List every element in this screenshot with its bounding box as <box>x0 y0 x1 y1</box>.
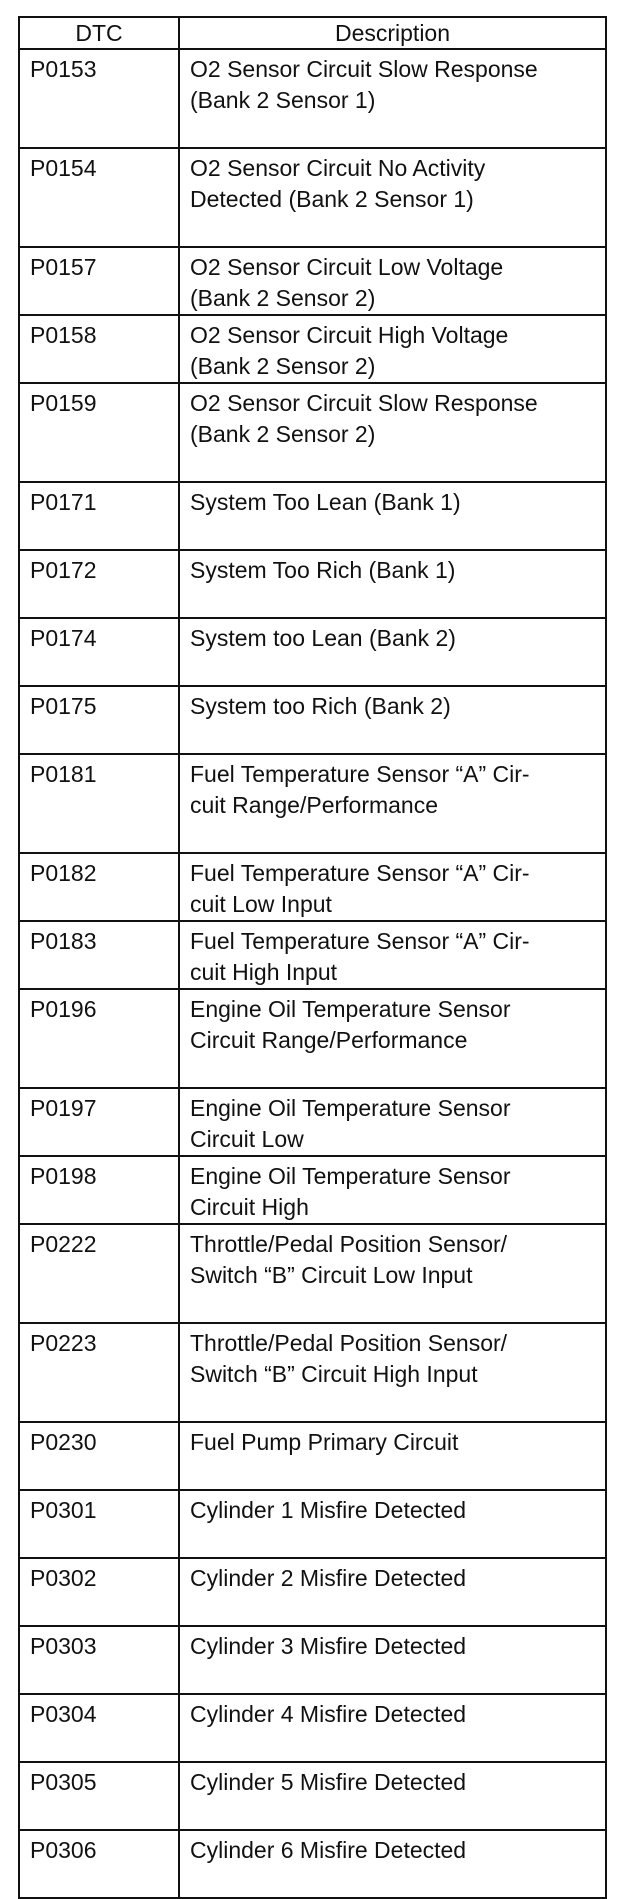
table-header-row <box>19 17 606 49</box>
dtc-description-cell: Cylinder 1 Misfire Detected <box>179 1490 606 1558</box>
dtc-code-cell: P0196 <box>19 989 179 1088</box>
dtc-description-cell: Cylinder 2 Misfire Detected <box>179 1558 606 1626</box>
dtc-description-cell: Engine Oil Temperature Sensor Circuit Low <box>179 1088 606 1156</box>
dtc-description-cell: System too Lean (Bank 2) <box>179 618 606 686</box>
dtc-description-cell: Throttle/Pedal Position Sensor/ Switch “B” Circuit Low Input <box>179 1224 606 1323</box>
table-row <box>19 754 606 853</box>
table-row <box>19 1224 606 1323</box>
table-row <box>19 989 606 1088</box>
table-row <box>19 1558 606 1626</box>
dtc-code-cell: P0154 <box>19 148 179 247</box>
dtc-description-cell: System Too Rich (Bank 1) <box>179 550 606 618</box>
dtc-description-cell: Fuel Pump Primary Circuit <box>179 1422 606 1490</box>
dtc-code-cell: P0198 <box>19 1156 179 1224</box>
dtc-code-cell: P0223 <box>19 1323 179 1422</box>
table-body <box>19 49 606 1898</box>
dtc-code-cell: P0171 <box>19 482 179 550</box>
dtc-description-cell: O2 Sensor Circuit No Activity Detected (Bank 2 Sensor 1) <box>179 148 606 247</box>
dtc-description-cell: O2 Sensor Circuit Low Voltage (Bank 2 Sensor 2) <box>179 247 606 315</box>
table-row <box>19 1762 606 1830</box>
dtc-description-cell: Engine Oil Temperature Sensor Circuit High <box>179 1156 606 1224</box>
dtc-code-cell: P0174 <box>19 618 179 686</box>
dtc-code-cell: P0157 <box>19 247 179 315</box>
dtc-code-cell: P0301 <box>19 1490 179 1558</box>
dtc-description-cell: Throttle/Pedal Position Sensor/ Switch “B” Circuit High Input <box>179 1323 606 1422</box>
table-row <box>19 383 606 482</box>
table-row <box>19 49 606 148</box>
dtc-code-cell: P0182 <box>19 853 179 921</box>
table-row <box>19 853 606 921</box>
dtc-code-cell: P0230 <box>19 1422 179 1490</box>
column-header-description: Description <box>179 17 606 49</box>
dtc-code-cell: P0197 <box>19 1088 179 1156</box>
dtc-code-cell: P0222 <box>19 1224 179 1323</box>
table-row <box>19 482 606 550</box>
dtc-description-cell: Engine Oil Temperature Sensor Circuit Range/Performance <box>179 989 606 1088</box>
table-row <box>19 686 606 754</box>
dtc-description-cell: Cylinder 6 Misfire Detected <box>179 1830 606 1898</box>
dtc-code-cell: P0183 <box>19 921 179 989</box>
table-row <box>19 1088 606 1156</box>
dtc-code-cell: P0305 <box>19 1762 179 1830</box>
dtc-code-cell: P0304 <box>19 1694 179 1762</box>
table-row <box>19 315 606 383</box>
table-row <box>19 1626 606 1694</box>
table-row <box>19 1422 606 1490</box>
dtc-code-cell: P0303 <box>19 1626 179 1694</box>
table-row <box>19 921 606 989</box>
dtc-code-cell: P0181 <box>19 754 179 853</box>
dtc-table <box>18 16 607 1899</box>
dtc-description-cell: Fuel Temperature Sensor “A” Cir- cuit High Input <box>179 921 606 989</box>
dtc-description-cell: Cylinder 3 Misfire Detected <box>179 1626 606 1694</box>
dtc-code-cell: P0172 <box>19 550 179 618</box>
dtc-code-cell: P0175 <box>19 686 179 754</box>
column-header-dtc: DTC <box>19 17 179 49</box>
dtc-description-cell: Fuel Temperature Sensor “A” Cir- cuit Range/Performance <box>179 754 606 853</box>
table-row <box>19 247 606 315</box>
table-row <box>19 148 606 247</box>
table-row <box>19 1156 606 1224</box>
dtc-description-cell: O2 Sensor Circuit Slow Response (Bank 2 Sensor 2) <box>179 383 606 482</box>
dtc-description-cell: Cylinder 5 Misfire Detected <box>179 1762 606 1830</box>
dtc-code-cell: P0159 <box>19 383 179 482</box>
dtc-code-cell: P0306 <box>19 1830 179 1898</box>
dtc-description-cell: System too Rich (Bank 2) <box>179 686 606 754</box>
table-row <box>19 1694 606 1762</box>
dtc-description-cell: O2 Sensor Circuit Slow Response (Bank 2 Sensor 1) <box>179 49 606 148</box>
table-row <box>19 1323 606 1422</box>
dtc-code-cell: P0302 <box>19 1558 179 1626</box>
table-row <box>19 550 606 618</box>
dtc-description-cell: Fuel Temperature Sensor “A” Cir- cuit Low Input <box>179 853 606 921</box>
dtc-description-cell: System Too Lean (Bank 1) <box>179 482 606 550</box>
table-row <box>19 1490 606 1558</box>
dtc-description-cell: O2 Sensor Circuit High Voltage (Bank 2 Sensor 2) <box>179 315 606 383</box>
dtc-description-cell: Cylinder 4 Misfire Detected <box>179 1694 606 1762</box>
dtc-code-cell: P0153 <box>19 49 179 148</box>
table-row <box>19 618 606 686</box>
dtc-code-cell: P0158 <box>19 315 179 383</box>
